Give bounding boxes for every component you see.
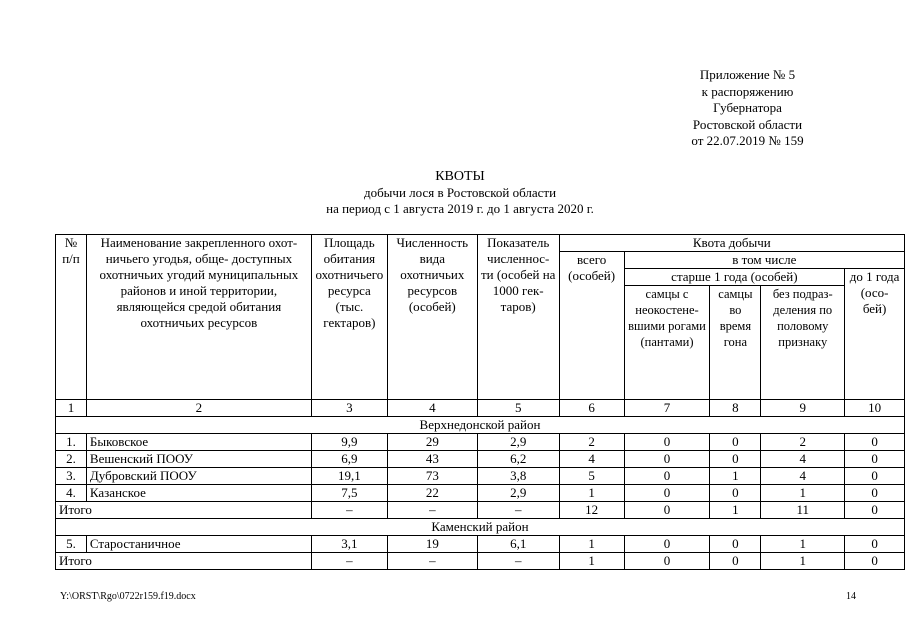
row-name: Казанское [86, 485, 311, 502]
row-rut: 1 [710, 468, 761, 485]
header-males-antlers: самцы с неокостене- вшими рогами (пантами) [624, 286, 710, 400]
document-title [250, 168, 670, 217]
total-nosex: 1 [761, 553, 845, 570]
column-number: 1 [56, 400, 87, 417]
total-rut: 0 [710, 553, 761, 570]
total-row [56, 502, 905, 519]
row-name: Вешенский ПООУ [86, 451, 311, 468]
column-number: 10 [845, 400, 905, 417]
column-number: 5 [477, 400, 559, 417]
row-name: Старостаничное [86, 536, 311, 553]
row-num: 2. [56, 451, 87, 468]
appendix-line: от 22.07.2019 № 159 [691, 133, 804, 148]
district-heading: Каменский район [56, 519, 905, 536]
header-num: № п/п [56, 235, 87, 400]
total-total: 1 [559, 553, 624, 570]
row-density: 6,2 [477, 451, 559, 468]
title-period: на период с 1 августа 2019 г. до 1 августа 2020 г. [326, 201, 594, 216]
header-including: в том числе [624, 252, 904, 269]
appendix-line: Ростовской области [692, 116, 803, 132]
row-rut: 0 [710, 485, 761, 502]
row-under1: 0 [845, 485, 905, 502]
header-quota: Квота добычи [559, 235, 904, 252]
row-num: 3. [56, 468, 87, 485]
appendix-line: Приложение № 5 [699, 67, 796, 82]
total-area: – [311, 553, 387, 570]
total-label: Итого [56, 502, 312, 519]
table-row [56, 468, 905, 485]
row-antlers: 0 [624, 485, 710, 502]
row-antlers: 0 [624, 434, 710, 451]
row-density: 6,1 [477, 536, 559, 553]
table-row [56, 485, 905, 502]
total-nosex: 11 [761, 502, 845, 519]
appendix-line: к распоряжению [701, 83, 794, 99]
district-heading: Верхнедонской район [56, 417, 905, 434]
row-nosex: 2 [761, 434, 845, 451]
total-total: 12 [559, 502, 624, 519]
row-density: 3,8 [477, 468, 559, 485]
header-area: Площадь обитания охотничьего ресурса (тыс. гектаров) [311, 235, 387, 400]
row-area: 6,9 [311, 451, 387, 468]
title-subtitle: добычи лося в Ростовской области [363, 185, 557, 200]
row-total: 1 [559, 536, 624, 553]
row-area: 9,9 [311, 434, 387, 451]
total-under1: 0 [845, 502, 905, 519]
quota-table [55, 234, 905, 570]
header-density: Показатель численнос- ти (особей на 1000 гек- таров) [477, 235, 559, 400]
total-density: – [477, 502, 559, 519]
row-num: 4. [56, 485, 87, 502]
table-row [56, 536, 905, 553]
total-count: – [387, 553, 477, 570]
row-density: 2,9 [477, 485, 559, 502]
row-count: 43 [387, 451, 477, 468]
column-number: 6 [559, 400, 624, 417]
row-antlers: 0 [624, 451, 710, 468]
row-area: 19,1 [311, 468, 387, 485]
header-name: Наименование закрепленного охот- ничьего угодья, обще- доступных охотничьих угодий муниципальных районов и иной территории, являющейся средой обитания охотничьих ресурсов [86, 235, 311, 400]
appendix-block [640, 67, 855, 150]
row-total: 2 [559, 434, 624, 451]
total-row [56, 553, 905, 570]
column-number: 7 [624, 400, 710, 417]
row-antlers: 0 [624, 536, 710, 553]
header-over1: старше 1 года (особей) [624, 269, 845, 286]
total-density: – [477, 553, 559, 570]
page-number: 14 [846, 591, 856, 602]
row-count: 29 [387, 434, 477, 451]
total-antlers: 0 [624, 502, 710, 519]
row-under1: 0 [845, 451, 905, 468]
header-no-sex: без подраз- деления по половому признаку [761, 286, 845, 400]
total-label: Итого [56, 553, 312, 570]
appendix-line: Губернатора [713, 100, 782, 115]
row-name: Дубровский ПООУ [86, 468, 311, 485]
table-row [56, 434, 905, 451]
row-total: 4 [559, 451, 624, 468]
total-antlers: 0 [624, 553, 710, 570]
row-count: 19 [387, 536, 477, 553]
row-num: 1. [56, 434, 87, 451]
total-rut: 1 [710, 502, 761, 519]
row-rut: 0 [710, 536, 761, 553]
column-number: 3 [311, 400, 387, 417]
row-antlers: 0 [624, 468, 710, 485]
row-nosex: 4 [761, 468, 845, 485]
column-number: 8 [710, 400, 761, 417]
column-number-row [56, 400, 905, 417]
file-path: Y:\ORST\Rgo\0722r159.f19.docx [60, 591, 196, 602]
row-under1: 0 [845, 536, 905, 553]
row-under1: 0 [845, 434, 905, 451]
row-area: 3,1 [311, 536, 387, 553]
row-nosex: 4 [761, 451, 845, 468]
header-under1: до 1 года (осо- бей) [845, 269, 905, 400]
column-number: 9 [761, 400, 845, 417]
row-num: 5. [56, 536, 87, 553]
total-area: – [311, 502, 387, 519]
header-males-rut: самцы во время гона [710, 286, 761, 400]
column-number: 4 [387, 400, 477, 417]
row-nosex: 1 [761, 485, 845, 502]
row-rut: 0 [710, 451, 761, 468]
total-under1: 0 [845, 553, 905, 570]
row-count: 22 [387, 485, 477, 502]
row-name: Быковское [86, 434, 311, 451]
title-main: КВОТЫ [435, 169, 485, 184]
row-area: 7,5 [311, 485, 387, 502]
row-total: 5 [559, 468, 624, 485]
row-rut: 0 [710, 434, 761, 451]
column-number: 2 [86, 400, 311, 417]
row-nosex: 1 [761, 536, 845, 553]
total-count: – [387, 502, 477, 519]
row-density: 2,9 [477, 434, 559, 451]
table-row [56, 451, 905, 468]
header-count: Численность вида охотничьих ресурсов (особей) [387, 235, 477, 400]
row-count: 73 [387, 468, 477, 485]
header-total: всего (особей) [559, 252, 624, 400]
row-under1: 0 [845, 468, 905, 485]
row-total: 1 [559, 485, 624, 502]
